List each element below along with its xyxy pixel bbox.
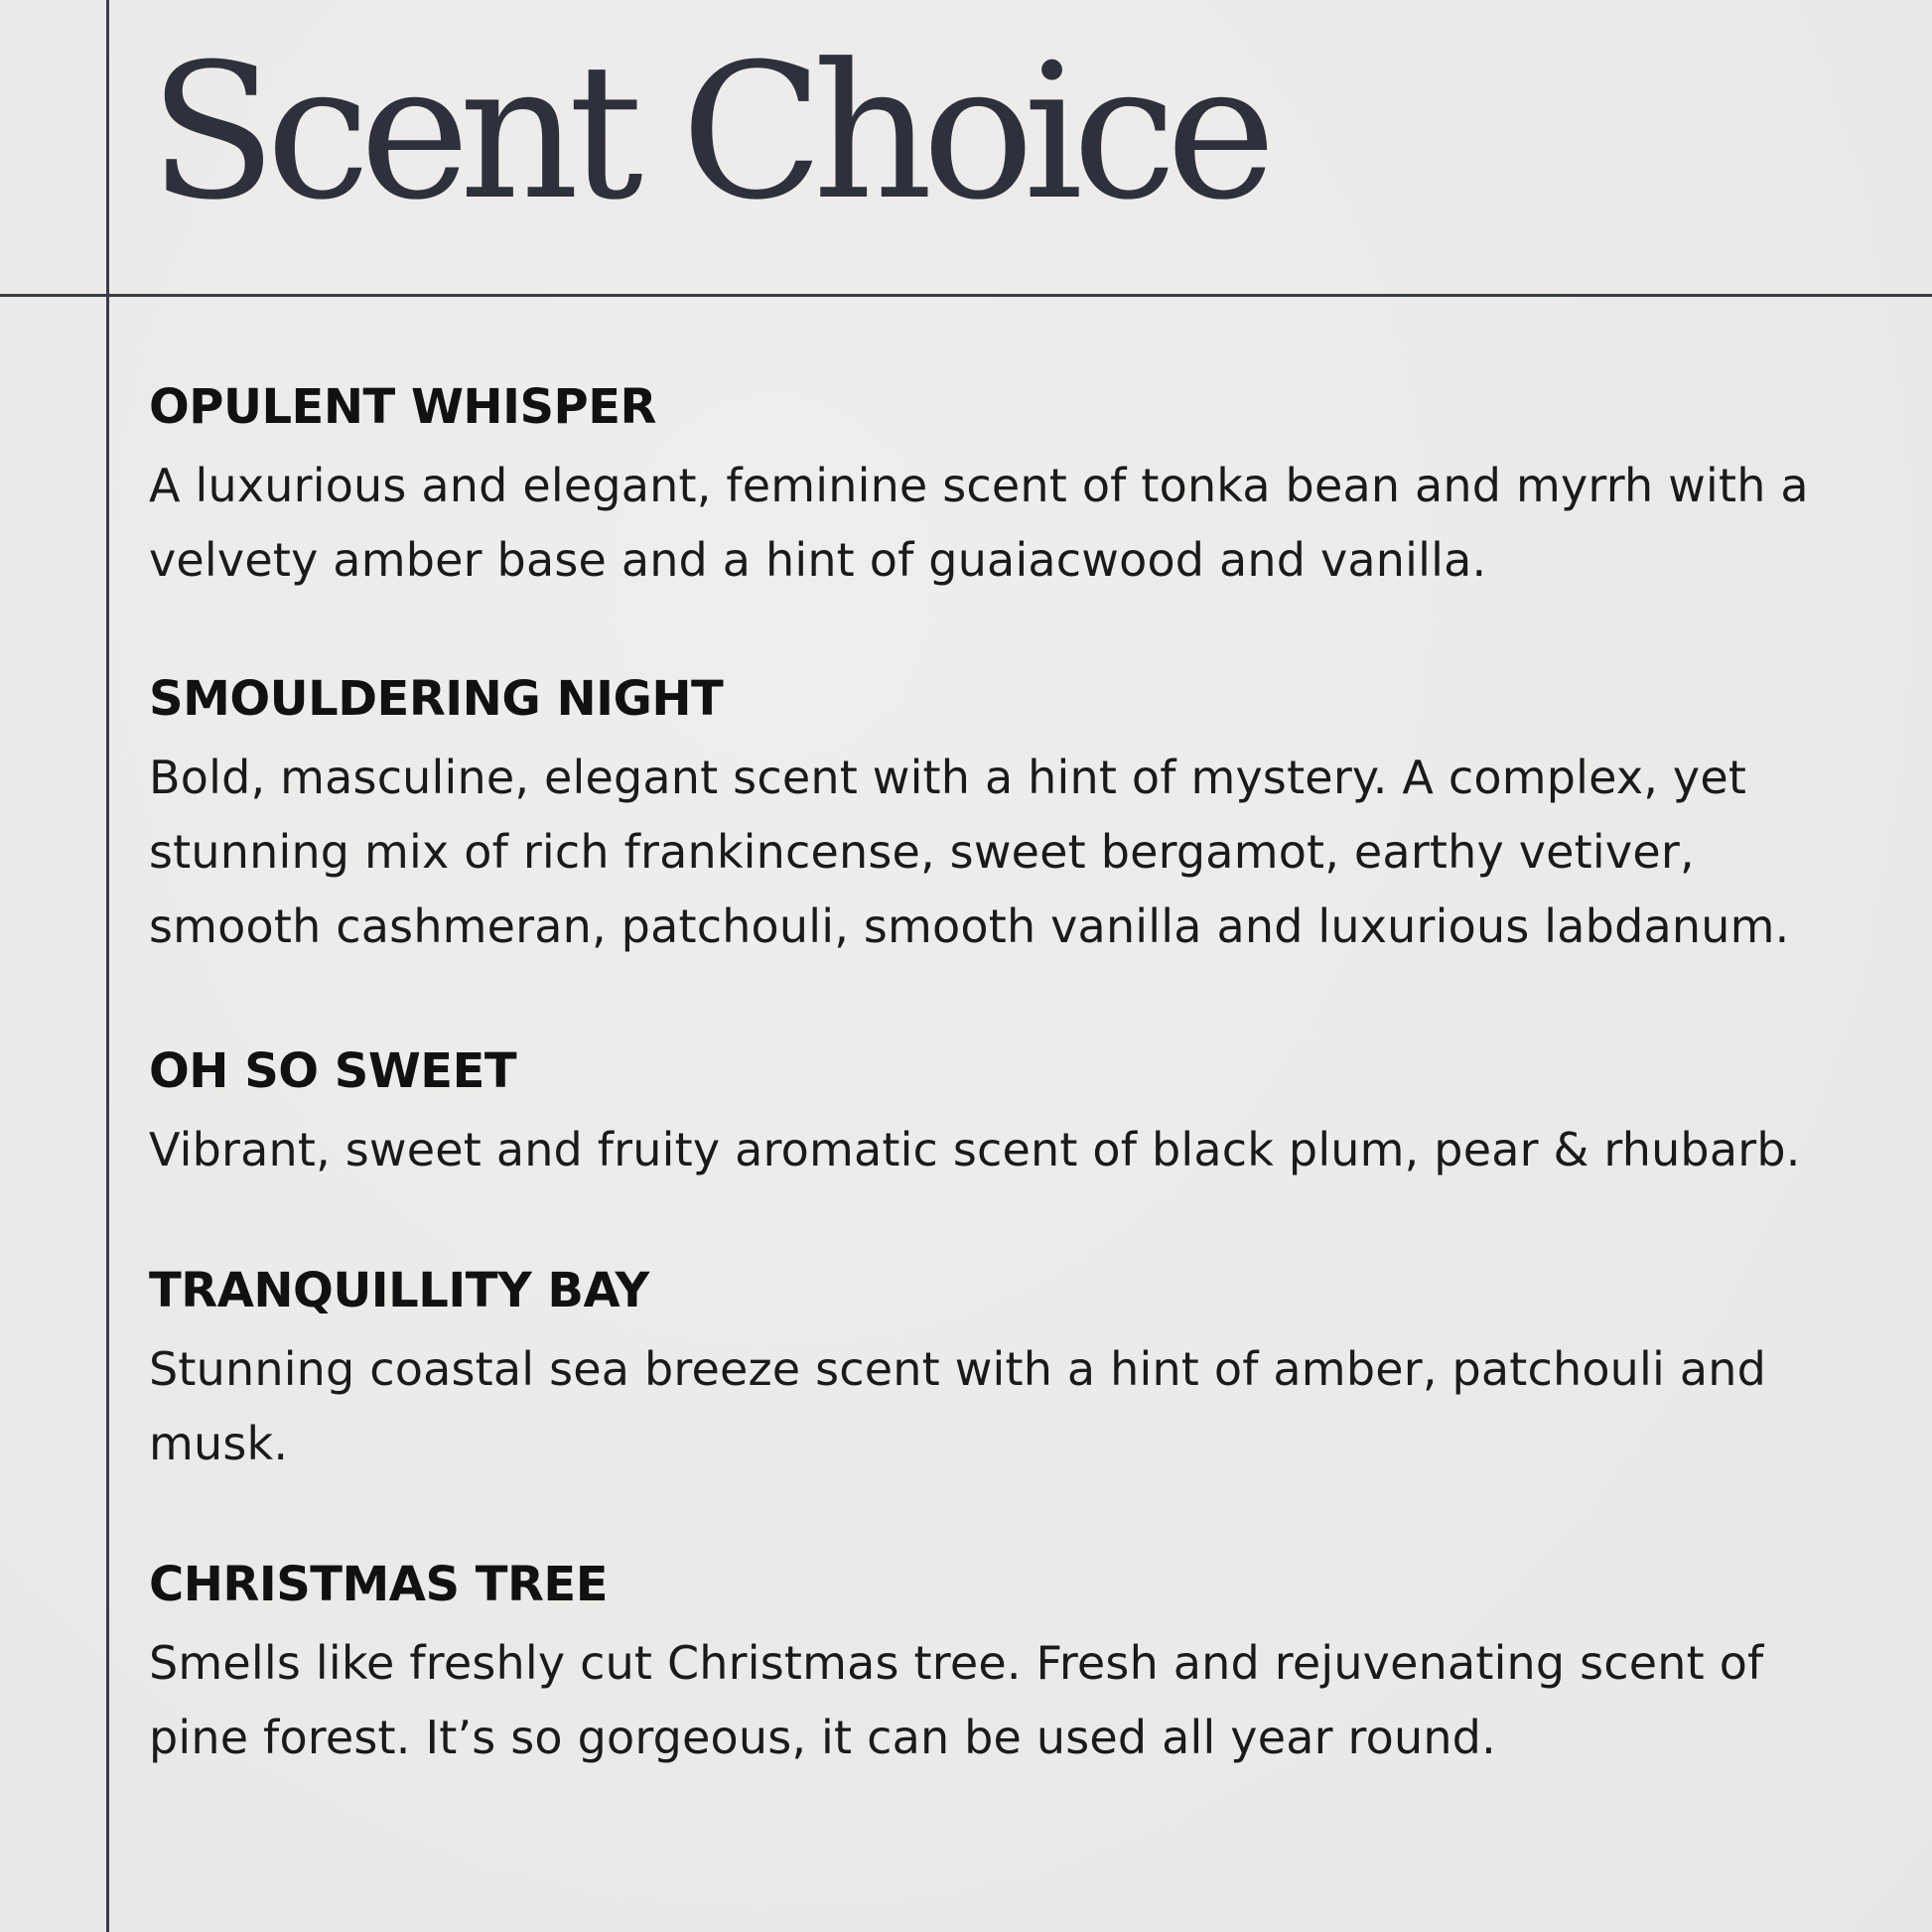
scent-name: TRANQUILLITY BAY xyxy=(149,1263,649,1318)
scent-description: Smells like freshly cut Christmas tree. Fresh and rejuvenating scent of pine forest. It’s so gorgeous, it can be used all year round. xyxy=(149,1636,1764,1764)
page-title: Scent Choice xyxy=(149,24,1266,241)
scent-entry-tranquillity-bay xyxy=(149,1261,1837,1481)
vertical-rule xyxy=(106,0,109,1932)
scent-name: OPULENT WHISPER xyxy=(149,379,656,435)
scent-entry-opulent-whisper xyxy=(149,377,1837,598)
scent-entry-smouldering-night xyxy=(149,669,1837,964)
scent-description: A luxurious and elegant, feminine scent of tonka bean and myrrh with a velvety amber base and a hint of guaiacwood and vanilla. xyxy=(149,459,1809,587)
scent-name: CHRISTMAS TREE xyxy=(149,1557,609,1612)
scent-description: Vibrant, sweet and fruity aromatic scent of black plum, pear & rhubarb. xyxy=(149,1123,1801,1176)
scent-name: SMOULDERING NIGHT xyxy=(149,671,724,727)
scent-name: OH SO SWEET xyxy=(149,1043,517,1099)
scent-list xyxy=(149,377,1837,1851)
scent-entry-christmas-tree xyxy=(149,1555,1837,1775)
scent-entry-oh-so-sweet xyxy=(149,1041,1837,1187)
scent-description: Stunning coastal sea breeze scent with a hint of amber, patchouli and musk. xyxy=(149,1342,1766,1470)
horizontal-rule xyxy=(0,294,1932,297)
scent-description: Bold, masculine, elegant scent with a hint of mystery. A complex, yet stunning mix of rich frankincense, sweet bergamot, earthy vetiver, smooth cashmeran, patchouli, smooth vanilla and luxurious labdanum. xyxy=(149,751,1790,953)
